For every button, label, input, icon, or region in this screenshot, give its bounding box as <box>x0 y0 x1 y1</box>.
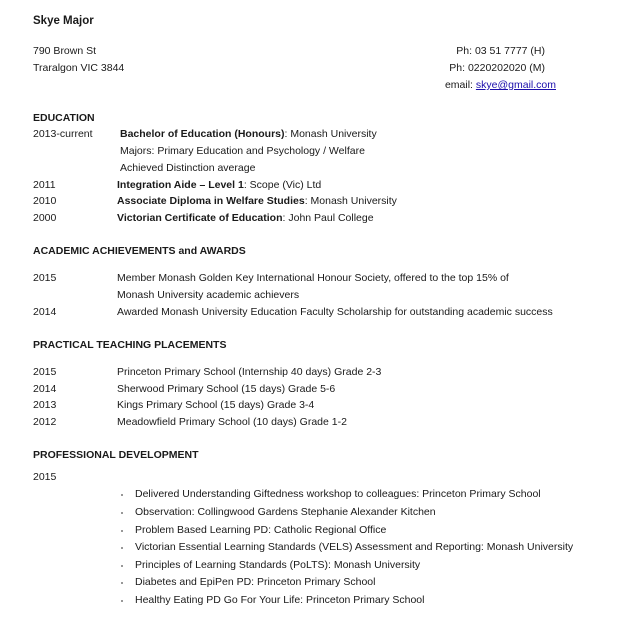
achievements-heading: ACADEMIC ACHIEVEMENTS and AWARDS <box>33 245 246 257</box>
education-entry <box>117 212 374 224</box>
education-entry <box>120 128 377 140</box>
development-item: Healthy Eating PD Go For Your Life: Princeton Primary School <box>135 594 425 606</box>
placement-year: 2015 <box>33 366 57 378</box>
bullet-icon <box>121 512 123 514</box>
education-entry <box>117 179 321 191</box>
placement-year: 2014 <box>33 383 57 395</box>
education-year: 2013-current <box>33 128 93 140</box>
resume-name: Skye Major <box>33 15 94 27</box>
bullet-icon <box>121 494 123 496</box>
achievement-year: 2014 <box>33 306 57 318</box>
education-institution: : John Paul College <box>282 212 374 224</box>
education-title: Victorian Certificate of Education <box>117 212 283 224</box>
bullet-icon <box>121 600 123 602</box>
achievement-text: Monash University academic achievers <box>117 289 300 301</box>
address-line-1: 790 Brown St <box>33 45 97 57</box>
placement-text: Sherwood Primary School (15 days) Grade 5-6 <box>117 383 336 395</box>
education-year: 2000 <box>33 212 57 224</box>
development-item: Diabetes and EpiPen PD: Princeton Primary School <box>135 576 376 588</box>
email-label: email: <box>444 79 476 91</box>
education-institution: : Monash University <box>304 195 397 207</box>
bullet-icon <box>121 530 123 532</box>
bullet-icon <box>121 582 123 584</box>
placement-text: Princeton Primary School (Internship 40 days) Grade 2-3 <box>117 366 382 378</box>
bullet-icon <box>121 565 123 567</box>
education-majors: Majors: Primary Education and Psychology / Welfare <box>120 145 365 157</box>
achievement-text: Member Monash Golden Key International Honour Society, offered to the top 15% of <box>117 272 509 284</box>
education-entry <box>117 195 397 207</box>
development-item: Victorian Essential Learning Standards (VELS) Assessment and Reporting: Monash University <box>135 541 574 553</box>
placement-text: Meadowfield Primary School (10 days) Grade 1-2 <box>117 416 347 428</box>
achievement-text: Awarded Monash University Education Faculty Scholarship for outstanding academic success <box>117 306 553 318</box>
placement-year: 2012 <box>33 416 57 428</box>
education-year: 2011 <box>33 179 56 191</box>
development-item: Delivered Understanding Giftedness workshop to colleagues: Princeton Primary School <box>135 488 541 500</box>
development-year: 2015 <box>33 471 57 483</box>
placements-heading: PRACTICAL TEACHING PLACEMENTS <box>33 339 227 351</box>
development-item: Principles of Learning Standards (PoLTS): Monash University <box>135 559 421 571</box>
phone-mobile: Ph: 0220202020 (M) <box>449 62 545 74</box>
education-title: Associate Diploma in Welfare Studies <box>117 195 305 207</box>
address-line-2: Traralgon VIC 3844 <box>33 62 125 74</box>
placement-year: 2013 <box>33 399 57 411</box>
development-item: Observation: Collingwood Gardens Stephanie Alexander Kitchen <box>135 506 436 518</box>
education-title: Bachelor of Education (Honours) <box>120 128 285 140</box>
education-institution: : Monash University <box>284 128 377 140</box>
development-item: Problem Based Learning PD: Catholic Regional Office <box>135 524 387 536</box>
placement-text: Kings Primary School (15 days) Grade 3-4 <box>117 399 315 411</box>
achievement-year: 2015 <box>33 272 57 284</box>
phone-home: Ph: 03 51 7777 (H) <box>456 45 545 57</box>
email-link[interactable]: skye@gmail.com <box>475 79 556 91</box>
education-institution: : Scope (Vic) Ltd <box>243 179 322 191</box>
education-distinction: Achieved Distinction average <box>120 162 256 174</box>
email-line <box>445 79 556 91</box>
education-heading: EDUCATION <box>33 112 95 124</box>
education-year: 2010 <box>33 195 57 207</box>
bullet-icon <box>121 547 123 549</box>
education-title: Integration Aide – Level 1 <box>117 179 244 191</box>
development-heading: PROFESSIONAL DEVELOPMENT <box>33 449 199 461</box>
